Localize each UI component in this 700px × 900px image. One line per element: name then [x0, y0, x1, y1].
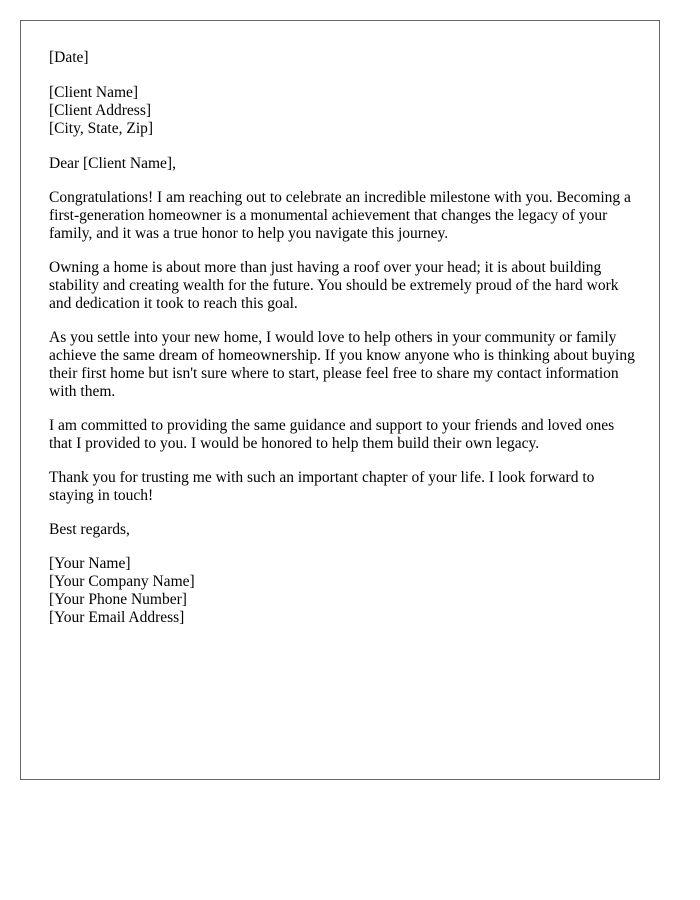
- body-paragraph-4: I am committed to providing the same guidance and support to your friends and loved ones that I provided to you. I would be honored to help them build their own legacy.: [49, 417, 615, 452]
- recipient-name: [Client Name]: [49, 84, 139, 101]
- body-paragraph-1: Congratulations! I am reaching out to celebrate an incredible milestone with you. Becoming a first-generation homeowner is a monumental achievement that changes the legacy of your family, and it was a true honor to help you navigate this journey.: [49, 189, 631, 242]
- sender-phone: [Your Phone Number]: [49, 591, 187, 608]
- recipient-city-state-zip: [City, State, Zip]: [49, 120, 154, 137]
- sender-name: [Your Name]: [49, 555, 131, 572]
- closing: Best regards,: [49, 521, 130, 538]
- recipient-address: [Client Address]: [49, 102, 152, 119]
- date-block: [49, 49, 639, 67]
- signature-block: [49, 555, 639, 627]
- body-paragraph-3: As you settle into your new home, I would love to help others in your community or family achieve the same dream of homeownership. If you know anyone who is thinking about buying their first home but isn't sure where to start, please feel free to share my contact information with them.: [49, 329, 635, 400]
- letter-page: [20, 20, 660, 780]
- recipient-address-block: [49, 84, 639, 138]
- salutation: Dear [Client Name],: [49, 155, 176, 172]
- sender-company: [Your Company Name]: [49, 573, 195, 590]
- body-paragraph-2: Owning a home is about more than just having a roof over your head; it is about building stability and creating wealth for the future. You should be extremely proud of the hard work and dedication it took to reach this goal.: [49, 259, 619, 312]
- body-paragraph-5: Thank you for trusting me with such an important chapter of your life. I look forward to staying in touch!: [49, 469, 595, 504]
- sender-email: [Your Email Address]: [49, 609, 185, 626]
- letter-date: [Date]: [49, 49, 89, 66]
